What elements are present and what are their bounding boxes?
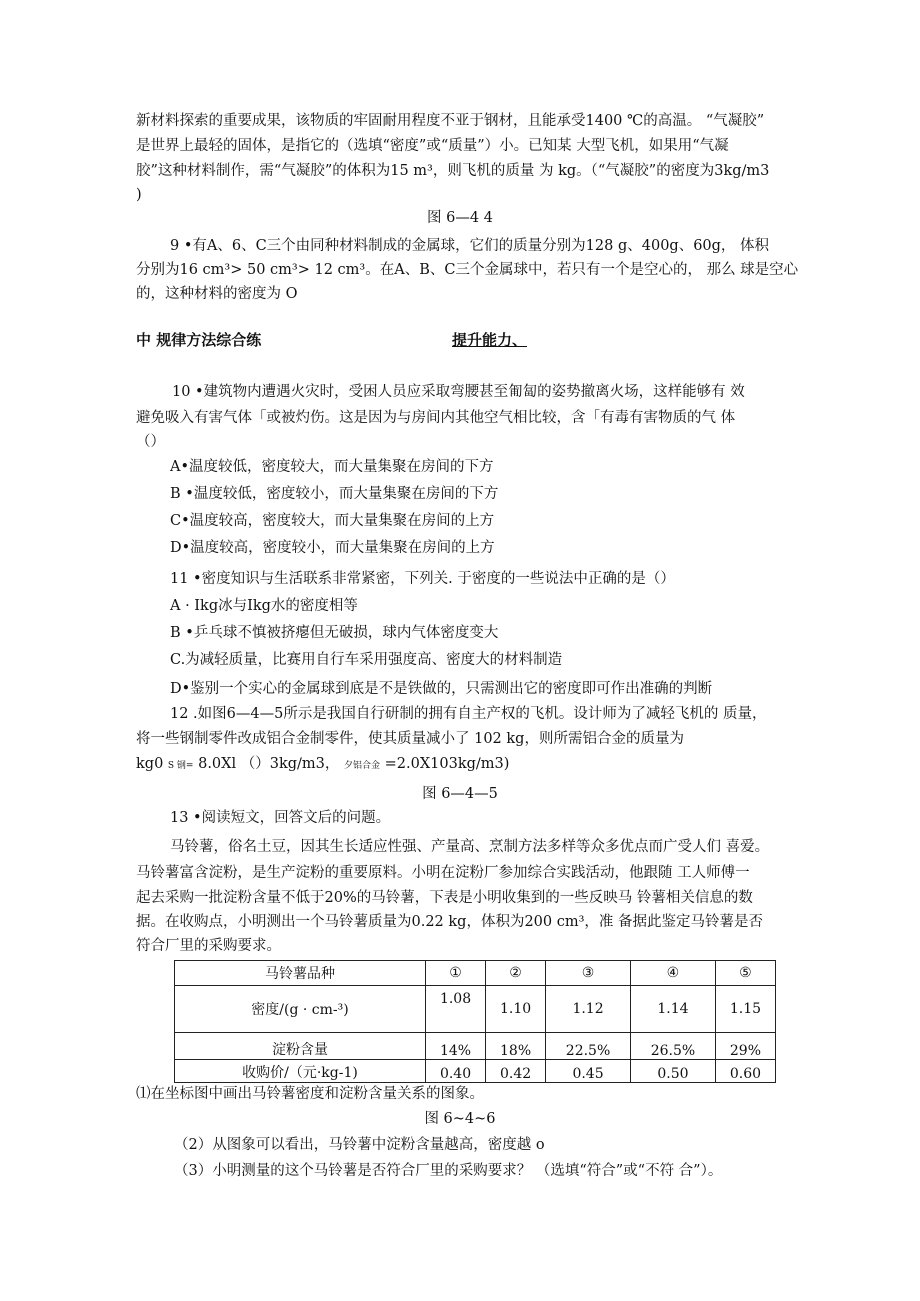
table-header-2: ② <box>486 961 546 986</box>
q9-line-2: 分别为16 cm³> 50 cm³> 12 cm³。在A、B、C三个金属球中，若只有一个是空心的， 那么 球是空心 <box>136 262 799 278</box>
table-starch-value-5: 29% <box>715 1033 775 1060</box>
q13-passage-line-2: 马铃薯富含淀粉，是生产淀粉的重要原料。小明在淀粉厂参加综合实践活动，他跟随 工人师傅一 <box>136 865 750 881</box>
table-row-header <box>175 961 776 986</box>
q13-sub-1: ⑴在坐标图中画出马铃薯密度和淀粉含量关系的图象。 <box>136 1086 484 1102</box>
q13-passage-line-4: 据。在收购点，小明测出一个马铃薯质量为0.22 kg，体积为200 cm³，准 备据此鉴定马铃薯是否 <box>136 914 764 930</box>
q11-option-a: A · Ikg冰与Ikg水的密度相等 <box>170 598 358 614</box>
table-row-starch <box>175 1033 776 1060</box>
q12-alloy-density-label: 夕铝合金 <box>344 761 381 771</box>
section-title: 中 规律方法综合练 <box>136 331 262 349</box>
q10-line-2: 避免吸入有害气体「或被灼伤。这是因为与房间内其他空气相比较，含「有毒有害物质的气 体 <box>136 410 736 426</box>
q10-option-a: A•温度较低，密度较大，而大量集聚在房间的下方 <box>170 459 494 475</box>
q9-line-3: 的，这种材料的密度为 O <box>136 286 298 302</box>
table-starch-label: 淀粉含量 <box>175 1033 426 1060</box>
table-starch-value-3: 22.5% <box>546 1033 631 1060</box>
q12-line-1: 12 .如图6—4—5所示是我国自行研制的拥有自主产权的飞机。设计师为了减轻飞机的 质量， <box>170 706 767 722</box>
q10-option-c: C•温度较高，密度较大，而大量集聚在房间的上方 <box>170 513 495 529</box>
q13-sub-2: （2）从图象可以看出，马铃薯中淀粉含量越高，密度越 o <box>174 1137 545 1153</box>
q11-option-b: B •乒乓球不慎被挤瘪但无破损，球内气体密度变大 <box>170 625 499 641</box>
q13-passage-line-1: 马铃薯，俗名土豆，因其生长适应性强、产量高、烹制方法多样等众多优点而广受人们 喜爱。 <box>170 839 770 855</box>
table-starch-value-2: 18% <box>486 1033 546 1060</box>
table-starch-value-4: 26.5% <box>631 1033 716 1060</box>
table-header-4: ④ <box>631 961 716 986</box>
q12-line-2: 将一些钢制零件改成铝合金制零件，使其质量减小了 102 kg，则所需铝合金的质量为 <box>136 731 684 747</box>
q10-option-d: D•温度较高，密度较小，而大量集聚在房间的上方 <box>170 540 495 556</box>
figure-caption-6-4-4: 图 6—4 4 <box>427 210 493 226</box>
table-row-price <box>175 1060 776 1083</box>
table-density-label: 密度/(g · cm-³) <box>175 986 426 1033</box>
table-price-value-5: 0.60 <box>715 1060 775 1083</box>
q13-passage-line-5: 符合厂里的采购要求。 <box>136 938 281 954</box>
figure-caption-6-4-5: 图 6—4—5 <box>422 786 498 802</box>
q12-alloy-density-value: =2.0X103kg∕m3) <box>384 756 510 772</box>
q11-stem: 11 •密度知识与生活联系非常紧密，下列关. 于密度的一些说法中正确的是（） <box>170 571 675 587</box>
intro-line-1: 新材料探索的重要成果，该物质的牢固耐用程度不亚于钢材，且能承受1400 ℃的高温。 “气凝胶” <box>136 113 765 129</box>
table-header-variety: 马铃薯品种 <box>175 961 426 986</box>
q13-sub-3: （3）小明测量的这个马铃薯是否符合厂里的采购要求？ （选填“符合”或“不符 合”）。 <box>174 1163 723 1179</box>
q12-unit: kg0 <box>136 756 164 772</box>
q11-option-c: C.为减轻质量，比赛用自行车采用强度高、密度大的材料制造 <box>170 652 563 668</box>
intro-line-2: 是世界上最轻的固体，是指它的（选填“密度”或“质量”）小。已知某 大型飞机，如果用“气凝 <box>136 138 729 154</box>
q12-steel-density-label: S 钢= <box>167 761 194 771</box>
figure-caption-6-4-6: 图 6~4~6 <box>424 1111 496 1127</box>
table-price-value-1: 0.40 <box>426 1060 486 1083</box>
table-header-5: ⑤ <box>715 961 775 986</box>
table-density-value-5: 1.15 <box>715 986 775 1033</box>
table-density-value-2: 1.10 <box>486 986 546 1033</box>
q10-line-3: （） <box>136 434 165 450</box>
q13-passage-line-3: 起去采购一批淀粉含量不低于20%的马铃薯，下表是小明收集到的一些反映马 铃薯相关信息的数 <box>136 890 753 906</box>
q12-line-3 <box>136 753 509 777</box>
q10-line-1: 10 •建筑物内遭遇火灾时，受困人员应采取弯腰甚至匍匐的姿势撤离火场，这样能够有 效 <box>172 384 745 400</box>
table-price-value-2: 0.42 <box>486 1060 546 1083</box>
q10-option-b: B •温度较低，密度较小，而大量集聚在房间的下方 <box>170 486 499 502</box>
intro-line-4: ) <box>136 187 142 203</box>
potato-data-table <box>174 960 776 1083</box>
table-price-value-4: 0.50 <box>631 1060 716 1083</box>
table-density-value-4: 1.14 <box>631 986 716 1033</box>
table-price-label: 收购价/（元·kg-1) <box>175 1060 426 1083</box>
q11-option-d: D•鉴别一个实心的金属球到底是不是铁做的，只需测出它的密度即可作出准确的判断 <box>170 681 713 697</box>
intro-line-3: 胶”这种材料制作，需“气凝胶”的体积为15 m³，则飞机的质量 为 kg。（“气凝胶”的密度为3kg∕m3 <box>136 163 770 179</box>
table-price-value-3: 0.45 <box>546 1060 631 1083</box>
table-starch-value-1: 14% <box>426 1033 486 1060</box>
table-row-density <box>175 986 776 1033</box>
table-header-3: ③ <box>546 961 631 986</box>
table-header-1: ① <box>426 961 486 986</box>
table-density-value-1: 1.08 <box>439 991 472 1007</box>
table-density-value-3: 1.12 <box>546 986 631 1033</box>
q12-steel-density-value: 8.0Xl （）3kg∕m3， <box>198 756 340 772</box>
section-subtitle: 提升能力、 <box>452 331 528 349</box>
q13-stem: 13 •阅读短文，回答文后的问题。 <box>170 810 391 826</box>
table-density-cell-1 <box>426 986 486 1033</box>
q9-line-1: 9 •有A、6、C三个由同种材料制成的金属球，它们的质量分别为128 g、400g、60g， 体积 <box>170 238 770 254</box>
